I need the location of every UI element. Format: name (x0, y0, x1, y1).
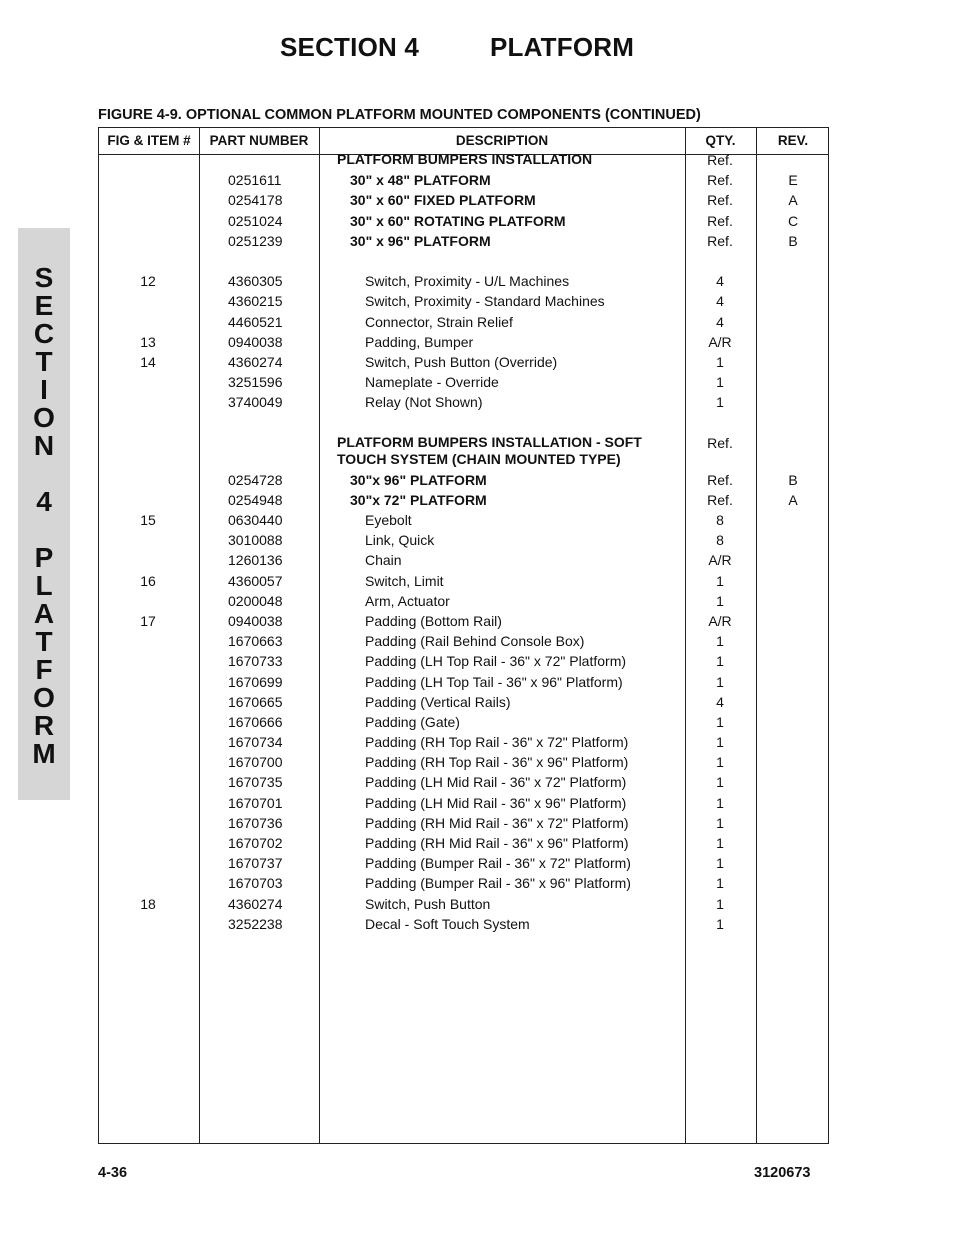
description-cell: Padding (Rail Behind Console Box) (365, 633, 585, 650)
quantity-cell: 1 (716, 713, 724, 730)
quantity-cell: 1 (716, 653, 724, 670)
table-row (98, 752, 829, 772)
table-row (98, 591, 829, 611)
document-number: 3120673 (754, 1165, 811, 1181)
part-number-cell: 0940038 (228, 333, 283, 350)
quantity-cell: 4 (716, 273, 724, 290)
description-cell: PLATFORM BUMPERS INSTALLATION (337, 151, 593, 167)
side-tab-letter (18, 516, 70, 544)
description-cell: Padding (LH Top Rail - 36" x 72" Platform) (365, 653, 627, 670)
table-row (98, 873, 829, 893)
quantity-cell: 1 (716, 915, 724, 932)
table-row (98, 732, 829, 752)
table-row (98, 412, 829, 432)
side-tab-letter: T (35, 346, 53, 377)
table-row (98, 291, 829, 311)
description-cell: Padding (LH Mid Rail - 36" x 96" Platform) (365, 794, 627, 811)
part-number-cell: 0251239 (228, 232, 283, 249)
side-tab-letter: S (34, 262, 54, 293)
quantity-cell: 1 (716, 794, 724, 811)
description-cell: Padding (Bottom Rail) (365, 612, 502, 629)
quantity-cell: A/R (708, 612, 732, 629)
item-number-cell: 13 (140, 333, 156, 350)
revision-cell: E (788, 172, 798, 189)
side-tab-letter: A (33, 598, 55, 629)
description-cell: Eyebolt (365, 512, 412, 528)
part-number-cell: 1670737 (228, 855, 283, 872)
quantity-cell: 1 (716, 774, 724, 791)
table-row (98, 211, 829, 231)
table-row (98, 352, 829, 372)
item-number-cell: 16 (140, 572, 156, 589)
table-row (98, 190, 829, 210)
quantity-cell: 8 (716, 532, 724, 549)
part-number-cell: 4360057 (228, 572, 283, 589)
side-tab-letter: F (35, 654, 53, 685)
part-number-cell: 1670702 (228, 835, 283, 851)
quantity-cell: 1 (716, 875, 724, 892)
description-cell: Switch, Proximity - U/L Machines (365, 273, 570, 290)
table-row (98, 651, 829, 671)
column-header-item: FIG & ITEM # (107, 133, 191, 148)
quantity-cell: 1 (716, 633, 724, 650)
part-number-cell: 1670733 (228, 653, 283, 670)
side-tab-letter: O (33, 402, 55, 433)
part-number-cell: 0630440 (228, 512, 283, 528)
quantity-cell: 1 (716, 734, 724, 751)
description-cell: Arm, Actuator (365, 592, 450, 609)
quantity-cell: 1 (716, 592, 724, 609)
table-row (98, 793, 829, 813)
description-cell: Padding, Bumper (365, 333, 474, 350)
table-row (98, 853, 829, 873)
part-number-cell: 4360274 (228, 353, 283, 370)
quantity-cell: 4 (716, 693, 724, 710)
side-tab-letter: M (32, 738, 56, 769)
description-cell: Switch, Limit (365, 572, 444, 589)
side-tab-letter: P (34, 542, 54, 573)
part-number-cell: 1670666 (228, 713, 283, 730)
table-row (98, 672, 829, 692)
table-row (98, 392, 829, 412)
description-cell: Padding (Vertical Rails) (365, 693, 511, 710)
side-tab-letter: O (33, 682, 55, 713)
part-number-cell: 0251611 (228, 172, 282, 189)
description-cell: 30" x 60" FIXED PLATFORM (350, 192, 536, 209)
description-cell: 30"x 96" PLATFORM (350, 471, 487, 488)
item-number-cell: 17 (140, 612, 156, 629)
description-cell: Nameplate - Override (365, 374, 499, 391)
side-tab-letter: T (35, 626, 53, 657)
table-row (98, 372, 829, 392)
part-number-cell: 0940038 (228, 612, 283, 629)
table-row (98, 271, 829, 291)
side-tab-letter: R (33, 710, 55, 741)
part-number-cell: 3251596 (228, 374, 283, 391)
quantity-cell: A/R (708, 552, 732, 569)
side-tab-letter: C (33, 318, 55, 349)
section-label: SECTION 4 (280, 32, 420, 62)
part-number-cell: 0251024 (228, 212, 283, 229)
table-row (98, 692, 829, 712)
part-number-cell: 0254178 (228, 192, 283, 209)
description-cell: Padding (LH Mid Rail - 36" x 72" Platform) (365, 774, 627, 791)
part-number-cell: 4360274 (228, 895, 283, 912)
table-row (98, 530, 829, 550)
part-number-cell: 0254728 (228, 471, 283, 488)
column-header-rev: REV. (777, 133, 809, 148)
side-tab-letters (18, 264, 70, 768)
table-row (98, 332, 829, 352)
revision-cell: A (788, 491, 798, 508)
description-cell: Relay (Not Shown) (365, 394, 483, 411)
table-row (98, 550, 829, 570)
part-number-cell: 1670734 (228, 734, 283, 751)
table-row (98, 231, 829, 251)
part-number-cell: 4360305 (228, 273, 283, 290)
description-cell: Padding (Gate) (365, 713, 460, 730)
side-tab-letter: L (35, 570, 53, 601)
part-number-cell: 3740049 (228, 394, 283, 411)
quantity-cell: 1 (716, 814, 724, 831)
description-cell: 30" x 48" PLATFORM (350, 172, 491, 189)
description-cell: Padding (LH Top Tail - 36" x 96" Platform) (365, 673, 623, 690)
side-tab-letter: E (34, 290, 54, 321)
description-cell: 30" x 96" PLATFORM (350, 232, 491, 249)
quantity-cell: Ref. (707, 172, 733, 189)
description-cell: Chain (365, 552, 402, 569)
quantity-cell: 8 (716, 512, 724, 528)
page-number: 4-36 (98, 1165, 128, 1181)
quantity-cell: Ref. (707, 192, 733, 209)
part-number-cell: 1670736 (228, 814, 283, 831)
part-number-cell: 1670663 (228, 633, 283, 650)
part-number-cell: 0254948 (228, 491, 283, 508)
revision-cell: B (788, 232, 798, 249)
figure-caption: FIGURE 4-9. OPTIONAL COMMON PLATFORM MOUNTED COMPONENTS (CONTINUED) (98, 107, 701, 123)
description-cell: Padding (RH Mid Rail - 36" x 72" Platform) (365, 814, 629, 831)
table-row (98, 571, 829, 591)
quantity-cell: 1 (716, 855, 724, 872)
description-cell: Link, Quick (365, 532, 435, 549)
table-row (98, 894, 829, 914)
table-row (98, 914, 829, 934)
description-cell: Padding (Bumper Rail - 36" x 96" Platform) (365, 875, 631, 892)
quantity-cell: 1 (716, 353, 724, 370)
revision-cell: B (788, 471, 798, 488)
table-row (98, 470, 829, 490)
item-number-cell: 18 (140, 895, 156, 912)
part-number-cell: 1670701 (228, 794, 283, 811)
quantity-cell: 1 (716, 394, 724, 411)
description-cell: Connector, Strain Relief (365, 313, 513, 330)
description-cell: Switch, Push Button (365, 895, 491, 912)
side-tab-letter: 4 (36, 486, 52, 517)
quantity-cell: 1 (716, 673, 724, 690)
item-number-cell: 12 (140, 273, 156, 290)
part-number-cell: 1670665 (228, 693, 283, 710)
section-name: PLATFORM (490, 32, 635, 62)
section-side-tab (18, 228, 70, 800)
quantity-cell: Ref. (707, 471, 733, 488)
quantity-cell: A/R (708, 333, 732, 350)
table-row (98, 813, 829, 833)
description-cell: Padding (Bumper Rail - 36" x 72" Platform) (365, 855, 631, 872)
description-cell: Padding (RH Top Rail - 36" x 72" Platform) (365, 734, 629, 751)
description-cell: PLATFORM BUMPERS INSTALLATION - SOFT TOUCH SYSTEM (CHAIN MOUNTED TYPE) (337, 433, 642, 467)
page-title (280, 32, 634, 63)
quantity-cell: Ref. (707, 491, 733, 508)
quantity-cell: Ref. (707, 212, 733, 229)
description-cell: Switch, Proximity - Standard Machines (365, 293, 605, 310)
revision-cell: A (788, 192, 798, 209)
quantity-cell: 1 (716, 835, 724, 851)
quantity-cell: 4 (716, 293, 724, 310)
description-cell: Switch, Push Button (Override) (365, 353, 558, 370)
side-tab-letter: N (33, 430, 55, 461)
column-header-qty: QTY. (705, 133, 736, 148)
table-row (98, 712, 829, 732)
part-number-cell: 1670735 (228, 774, 283, 791)
part-number-cell: 1670699 (228, 673, 283, 690)
table-row (98, 631, 829, 651)
quantity-cell: 1 (716, 895, 724, 912)
part-number-cell: 4460521 (228, 313, 283, 330)
column-header-description: DESCRIPTION (455, 133, 549, 148)
part-number-cell: 3010088 (228, 532, 283, 549)
column-header-part: PART NUMBER (209, 133, 309, 148)
part-number-cell: 1670700 (228, 754, 283, 771)
part-number-cell: 0200048 (228, 592, 283, 609)
description-cell: Padding (RH Top Rail - 36" x 96" Platform) (365, 754, 629, 771)
table-row (98, 611, 829, 631)
part-number-cell: 1260136 (228, 552, 283, 569)
part-number-cell: 1670703 (228, 875, 283, 892)
table-row (98, 433, 829, 470)
part-number-cell: 4360215 (228, 293, 283, 310)
parts-list (98, 150, 829, 934)
description-cell: Decal - Soft Touch System (365, 915, 530, 932)
quantity-cell: 1 (716, 754, 724, 771)
description-cell: 30" x 60" ROTATING PLATFORM (350, 212, 566, 229)
item-number-cell: 15 (140, 512, 156, 528)
part-number-cell: 3252238 (228, 915, 283, 932)
table-row (98, 490, 829, 510)
quantity-cell: 4 (716, 313, 724, 330)
quantity-cell: Ref. (707, 434, 733, 451)
table-row (98, 833, 829, 853)
quantity-cell: Ref. (707, 152, 733, 168)
description-cell: Padding (RH Mid Rail - 36" x 96" Platform) (365, 835, 629, 851)
quantity-cell: Ref. (707, 232, 733, 249)
table-row (98, 170, 829, 190)
quantity-cell: 1 (716, 374, 724, 391)
table-row (98, 150, 829, 170)
side-tab-letter (18, 460, 70, 488)
revision-cell: C (787, 212, 799, 229)
description-cell: 30"x 72" PLATFORM (350, 491, 487, 508)
item-number-cell: 14 (140, 353, 156, 370)
table-row (98, 510, 829, 530)
side-tab-letter: I (40, 374, 48, 405)
table-row (98, 312, 829, 332)
quantity-cell: 1 (716, 572, 724, 589)
table-row (98, 251, 829, 271)
table-row (98, 772, 829, 792)
